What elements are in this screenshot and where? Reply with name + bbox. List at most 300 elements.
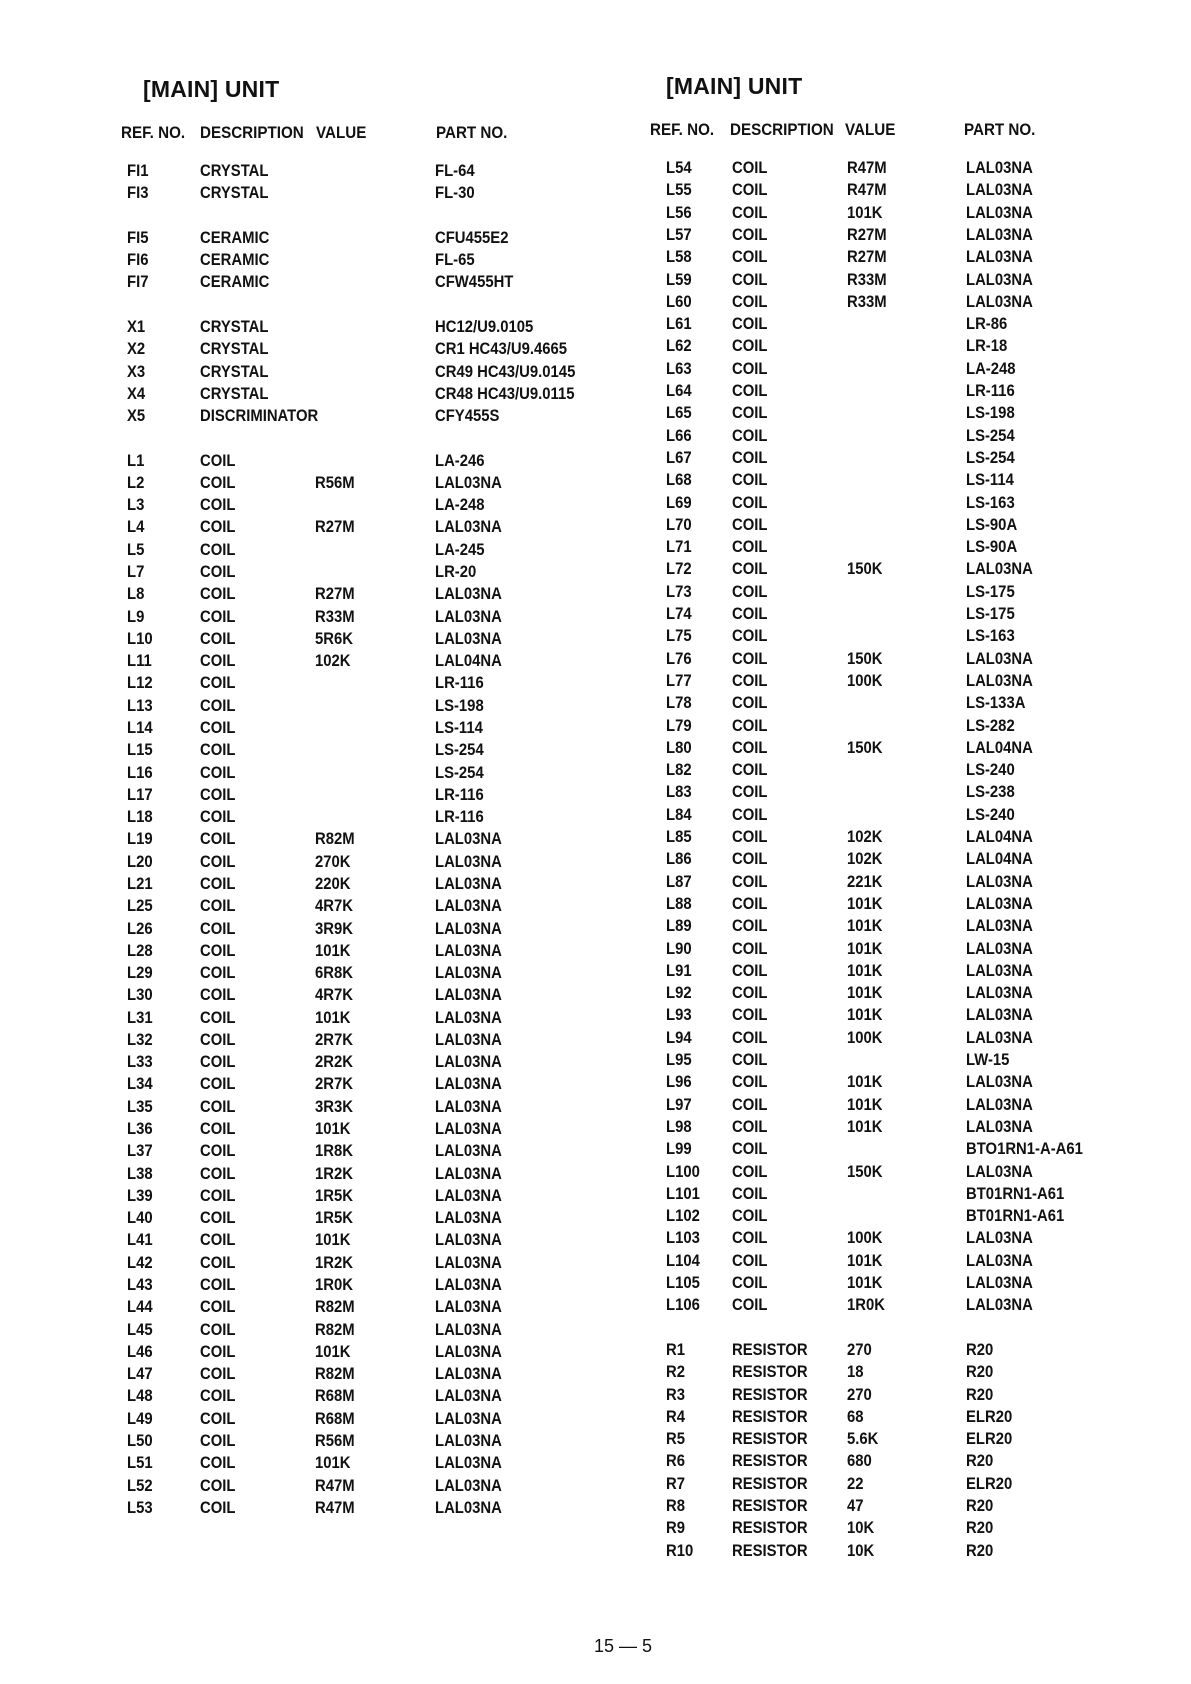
cell-part-no: LS-175 <box>966 582 1015 601</box>
cell-value: 10K <box>847 1541 875 1560</box>
cell-ref-no: FI6 <box>127 251 149 270</box>
table-row <box>595 717 1191 739</box>
cell-description: DISCRIMINATOR <box>200 407 319 426</box>
table-row <box>0 1410 595 1432</box>
cell-value: 3R9K <box>315 919 353 938</box>
cell-part-no: ELR20 <box>966 1474 1013 1493</box>
cell-ref-no: L28 <box>127 941 153 960</box>
cell-part-no: LAL03NA <box>435 1030 502 1049</box>
cell-ref-no: L98 <box>666 1117 692 1136</box>
cell-description: COIL <box>200 1409 236 1428</box>
table-row <box>0 1432 595 1454</box>
table-row <box>595 538 1191 560</box>
cell-ref-no: X3 <box>127 362 146 381</box>
table-row <box>0 1231 595 1253</box>
cell-part-no: LAL03NA <box>966 1028 1033 1047</box>
table-row <box>0 1321 595 1343</box>
cell-ref-no: L11 <box>127 652 152 671</box>
cell-ref-no: L69 <box>666 493 692 512</box>
cell-value: R27M <box>847 248 887 267</box>
cell-description: COIL <box>732 1296 768 1315</box>
cell-ref-no: L95 <box>666 1051 692 1069</box>
cell-ref-no: L88 <box>666 894 692 913</box>
table-row <box>0 741 595 763</box>
cell-description: COIL <box>200 741 236 760</box>
cell-value: 101K <box>315 1120 351 1139</box>
cell-part-no: LAL03NA <box>966 225 1033 244</box>
cell-description: COIL <box>732 1162 768 1181</box>
cell-value: 22 <box>847 1474 864 1493</box>
cell-value: 4R7K <box>315 897 353 916</box>
cell-ref-no: X2 <box>127 340 146 359</box>
cell-description: COIL <box>200 1164 236 1183</box>
cell-description: COIL <box>732 1028 768 1047</box>
table-row <box>595 828 1191 850</box>
cell-description: COIL <box>732 270 768 289</box>
cell-ref-no: L61 <box>666 315 692 334</box>
cell-value: R47M <box>315 1498 355 1517</box>
cell-part-no: LAL04NA <box>966 738 1033 757</box>
cell-part-no: LAL03NA <box>435 1476 502 1495</box>
table-row <box>595 1163 1191 1185</box>
cell-part-no: LAL03NA <box>435 1498 502 1517</box>
cell-ref-no: L85 <box>666 828 692 846</box>
cell-part-no: ELR20 <box>966 1430 1013 1449</box>
cell-ref-no: L103 <box>666 1229 700 1248</box>
cell-description: COIL <box>200 1209 236 1228</box>
cell-part-no: LAL03NA <box>435 607 502 626</box>
table-row <box>595 1207 1191 1229</box>
cell-value: R56M <box>315 473 355 492</box>
cell-part-no: LS-90A <box>966 515 1018 534</box>
cell-description: COIL <box>732 159 768 177</box>
cell-ref-no: L55 <box>666 181 692 200</box>
cell-ref-no: L33 <box>127 1053 153 1072</box>
table-row <box>595 315 1191 337</box>
cell-description: CRYSTAL <box>200 340 269 359</box>
cell-description: COIL <box>732 828 768 846</box>
cell-description: COIL <box>732 1140 768 1159</box>
table-row <box>0 1298 595 1320</box>
cell-part-no: LS-163 <box>966 493 1015 512</box>
cell-description: COIL <box>200 1365 236 1384</box>
cell-description: COIL <box>200 852 236 871</box>
table-row <box>595 204 1191 226</box>
cell-part-no: LAL03NA <box>435 473 502 492</box>
cell-part-no: LS-254 <box>435 763 484 782</box>
cell-part-no: LAL03NA <box>435 518 502 537</box>
cell-value: R33M <box>847 270 887 289</box>
cell-part-no: LAL03NA <box>435 964 502 983</box>
table-row <box>595 1029 1191 1051</box>
cell-part-no: LAL03NA <box>435 1120 502 1139</box>
cell-description: COIL <box>200 1030 236 1049</box>
cell-ref-no: L87 <box>666 872 692 891</box>
table-row <box>0 1098 595 1120</box>
table-row <box>0 340 595 362</box>
table-row <box>595 516 1191 538</box>
cell-ref-no: L104 <box>666 1251 700 1270</box>
cell-value: 68 <box>847 1407 864 1426</box>
cell-ref-no: R4 <box>666 1407 685 1426</box>
cell-value: R33M <box>847 292 887 311</box>
cell-description: COIL <box>200 1231 236 1250</box>
cell-description: COIL <box>200 763 236 782</box>
cell-ref-no: L48 <box>127 1387 153 1406</box>
cell-value: 47 <box>847 1497 864 1515</box>
cell-part-no: LAL03NA <box>966 939 1033 958</box>
cell-ref-no: L15 <box>127 741 153 760</box>
cell-part-no: LAL03NA <box>966 961 1033 980</box>
cell-part-no: LAL03NA <box>435 1209 502 1228</box>
cell-value: 101K <box>847 939 883 958</box>
cell-ref-no: L62 <box>666 337 692 356</box>
cell-value: 1R2K <box>315 1253 353 1272</box>
cell-part-no: LAL03NA <box>435 897 502 916</box>
cell-part-no: LAL03NA <box>966 1162 1033 1181</box>
cell-ref-no: L10 <box>127 629 153 648</box>
table-row <box>0 1499 595 1521</box>
cell-value: 6R8K <box>315 964 353 983</box>
table-row <box>0 764 595 786</box>
header-value: VALUE <box>845 121 896 139</box>
cell-part-no: LAL03NA <box>435 986 502 1005</box>
header-description: DESCRIPTION <box>200 124 304 142</box>
cell-description: COIL <box>200 1320 236 1339</box>
cell-part-no: CFW455HT <box>435 273 514 292</box>
cell-description: COIL <box>200 696 236 715</box>
cell-part-no: FL-65 <box>435 251 475 270</box>
cell-description: RESISTOR <box>732 1474 808 1493</box>
cell-part-no: LAL03NA <box>966 894 1033 913</box>
cell-description: COIL <box>732 1207 768 1226</box>
cell-ref-no: L1 <box>127 451 145 470</box>
cell-description: COIL <box>200 629 236 648</box>
cell-part-no: HC12/U9.0105 <box>435 317 534 336</box>
cell-ref-no: L21 <box>127 874 153 893</box>
cell-ref-no: L97 <box>666 1095 692 1114</box>
cell-value: 270 <box>847 1340 872 1359</box>
cell-value: R68M <box>315 1387 355 1406</box>
cell-ref-no: L40 <box>127 1209 153 1228</box>
cell-part-no: LAL03NA <box>966 1229 1033 1248</box>
cell-description: COIL <box>732 1229 768 1248</box>
cell-description: COIL <box>732 582 768 601</box>
cell-description: COIL <box>732 181 768 200</box>
cell-description: COIL <box>732 917 768 936</box>
cell-description: COIL <box>200 585 236 604</box>
cell-part-no: LS-254 <box>966 426 1015 445</box>
cell-ref-no: L64 <box>666 382 692 400</box>
cell-description: COIL <box>200 1120 236 1139</box>
cell-part-no: LAL03NA <box>435 941 502 960</box>
cell-description: COIL <box>200 451 236 470</box>
cell-description: COIL <box>732 471 768 490</box>
table-row <box>595 1363 1191 1385</box>
cell-value: 1R0K <box>315 1276 353 1294</box>
cell-part-no: LAL03NA <box>966 1117 1033 1136</box>
cell-value: 150K <box>847 738 883 757</box>
cell-part-no: LAL03NA <box>435 852 502 871</box>
header-part-no: PART NO. <box>436 124 508 142</box>
cell-description: COIL <box>200 473 236 492</box>
cell-part-no: LAL03NA <box>435 1231 502 1250</box>
cell-ref-no: L8 <box>127 585 145 604</box>
cell-value: 18 <box>847 1363 864 1382</box>
cell-ref-no: L60 <box>666 292 692 311</box>
cell-ref-no: L20 <box>127 852 153 871</box>
table-row <box>0 363 595 385</box>
table-row <box>595 293 1191 315</box>
cell-part-no: R20 <box>966 1340 994 1359</box>
table-row <box>0 830 595 852</box>
cell-value: 100K <box>847 1028 883 1047</box>
cell-part-no: R20 <box>966 1497 994 1515</box>
cell-description: CERAMIC <box>200 273 270 292</box>
cell-part-no: LR-116 <box>435 674 484 693</box>
cell-value: R47M <box>847 159 887 177</box>
cell-ref-no: L86 <box>666 850 692 869</box>
cell-description: COIL <box>732 939 768 958</box>
cell-ref-no: R6 <box>666 1452 685 1471</box>
table-row <box>595 560 1191 582</box>
cell-value: 270K <box>315 852 351 871</box>
cell-description: COIL <box>200 919 236 938</box>
cell-description: COIL <box>732 225 768 244</box>
cell-ref-no: L39 <box>127 1186 153 1205</box>
table-row <box>0 251 595 273</box>
table-row <box>0 1031 595 1053</box>
cell-ref-no: R1 <box>666 1340 685 1359</box>
cell-value: R27M <box>315 585 355 604</box>
cell-description: COIL <box>200 830 236 849</box>
cell-part-no: LAL03NA <box>966 560 1033 579</box>
cell-part-no: LAL03NA <box>966 248 1033 267</box>
cell-ref-no: L84 <box>666 805 692 824</box>
cell-ref-no: L29 <box>127 964 153 983</box>
cell-description: COIL <box>732 738 768 757</box>
cell-description: COIL <box>200 1097 236 1116</box>
table-row <box>0 541 595 563</box>
table-row <box>595 1408 1191 1430</box>
table-row <box>0 853 595 875</box>
cell-part-no: BT01RN1-A61 <box>966 1207 1065 1226</box>
cell-ref-no: FI5 <box>127 228 149 247</box>
cell-description: COIL <box>732 1051 768 1069</box>
cell-description: COIL <box>200 1008 236 1027</box>
cell-ref-no: L57 <box>666 225 692 244</box>
cell-part-no: LA-248 <box>435 496 485 515</box>
cell-ref-no: L13 <box>127 696 153 715</box>
cell-part-no: LAL03NA <box>966 649 1033 668</box>
cell-description: RESISTOR <box>732 1452 808 1471</box>
cell-value: R82M <box>315 1365 355 1384</box>
cell-part-no: LAL03NA <box>435 1431 502 1450</box>
cell-ref-no: R8 <box>666 1497 685 1515</box>
table-row <box>595 159 1191 181</box>
cell-part-no: LAL03NA <box>435 1342 502 1361</box>
table-row <box>595 1140 1191 1162</box>
cell-description: COIL <box>732 1095 768 1114</box>
cell-ref-no: X5 <box>127 407 146 426</box>
cell-value: R82M <box>315 830 355 849</box>
table-row <box>595 1296 1191 1318</box>
cell-description: COIL <box>732 426 768 445</box>
cell-part-no: CR1 HC43/U9.4665 <box>435 340 568 359</box>
cell-ref-no: L66 <box>666 426 692 445</box>
table-row <box>0 563 595 585</box>
cell-value: 101K <box>847 917 883 936</box>
cell-ref-no: X1 <box>127 317 146 336</box>
cell-part-no: LR-116 <box>966 382 1015 400</box>
cell-description: COIL <box>732 850 768 869</box>
cell-part-no: R20 <box>966 1385 994 1404</box>
cell-ref-no: L9 <box>127 607 145 626</box>
cell-value: 101K <box>847 961 883 980</box>
cell-part-no: LAL03NA <box>966 1006 1033 1025</box>
table-row <box>595 494 1191 516</box>
table-row <box>595 627 1191 649</box>
cell-description: COIL <box>732 1251 768 1270</box>
header-value: VALUE <box>316 124 367 142</box>
cell-ref-no: L25 <box>127 897 153 916</box>
table-row <box>595 360 1191 382</box>
cell-ref-no: L105 <box>666 1274 700 1292</box>
cell-description: COIL <box>732 627 768 646</box>
cell-value: 5.6K <box>847 1430 879 1449</box>
cell-ref-no: L82 <box>666 761 692 780</box>
cell-ref-no: L4 <box>127 518 145 537</box>
table-row <box>595 1096 1191 1118</box>
cell-description: COIL <box>200 1053 236 1072</box>
cell-description: COIL <box>732 1073 768 1092</box>
cell-ref-no: L90 <box>666 939 692 958</box>
cell-part-no: LAL03NA <box>435 830 502 849</box>
table-row <box>595 1497 1191 1519</box>
cell-description: COIL <box>732 337 768 356</box>
table-row <box>0 585 595 607</box>
cell-part-no: LA-246 <box>435 451 485 470</box>
table-row <box>0 1365 595 1387</box>
cell-value: 2R2K <box>315 1053 353 1072</box>
cell-part-no: R20 <box>966 1452 994 1471</box>
cell-ref-no: R10 <box>666 1541 694 1560</box>
cell-ref-no: L37 <box>127 1142 153 1161</box>
cell-description: CRYSTAL <box>200 384 269 403</box>
cell-value: 100K <box>847 671 883 690</box>
cell-ref-no: L102 <box>666 1207 700 1226</box>
cell-description: COIL <box>200 563 236 582</box>
cell-value: 221K <box>847 872 883 891</box>
cell-ref-no: R7 <box>666 1474 685 1493</box>
cell-description: COIL <box>732 1184 768 1203</box>
cell-ref-no: L30 <box>127 986 153 1005</box>
cell-ref-no: L96 <box>666 1073 692 1092</box>
cell-part-no: CFY455S <box>435 407 500 426</box>
cell-description: COIL <box>732 894 768 913</box>
cell-value: 102K <box>847 850 883 869</box>
cell-ref-no: L75 <box>666 627 692 646</box>
cell-ref-no: L43 <box>127 1276 153 1294</box>
cell-description: COIL <box>200 1387 236 1406</box>
cell-part-no: FL-64 <box>435 162 475 180</box>
cell-description: COIL <box>200 1342 236 1361</box>
cell-part-no: LS-254 <box>966 448 1015 467</box>
cell-ref-no: L72 <box>666 560 692 579</box>
cell-ref-no: L76 <box>666 649 692 668</box>
cell-value: R56M <box>315 1431 355 1450</box>
table-row <box>0 1343 595 1365</box>
cell-description: COIL <box>200 874 236 893</box>
table-row <box>0 496 595 518</box>
cell-ref-no: L94 <box>666 1028 692 1047</box>
table-row <box>0 385 595 407</box>
table-row <box>595 1341 1191 1363</box>
cell-value: 220K <box>315 874 351 893</box>
cell-description: COIL <box>732 203 768 222</box>
unit-title-right: [MAIN] UNIT <box>666 73 803 99</box>
cell-value: 101K <box>847 894 883 913</box>
cell-description: COIL <box>200 1142 236 1161</box>
table-row <box>595 761 1191 783</box>
cell-ref-no: L49 <box>127 1409 153 1428</box>
cell-part-no: LAL03NA <box>966 1296 1033 1315</box>
cell-value: 1R5K <box>315 1186 353 1205</box>
header-part-no: PART NO. <box>964 121 1036 139</box>
cell-description: COIL <box>732 493 768 512</box>
cell-ref-no: L71 <box>666 538 692 557</box>
cell-description: COIL <box>200 1431 236 1450</box>
cell-description: CRYSTAL <box>200 184 269 203</box>
cell-ref-no: L16 <box>127 763 153 782</box>
table-row <box>0 1454 595 1476</box>
cell-value: 1R5K <box>315 1209 353 1228</box>
cell-value: 101K <box>847 203 883 222</box>
cell-part-no: LR-116 <box>435 808 484 827</box>
cell-value: R68M <box>315 1409 355 1428</box>
cell-value: 150K <box>847 1162 883 1181</box>
table-row <box>595 1475 1191 1497</box>
cell-ref-no: L99 <box>666 1140 692 1159</box>
cell-value: R47M <box>315 1476 355 1495</box>
cell-part-no: LS-282 <box>966 716 1015 735</box>
cell-ref-no: L74 <box>666 605 692 623</box>
cell-part-no: LW-15 <box>966 1051 1010 1069</box>
cell-part-no: LAL04NA <box>966 850 1033 869</box>
cell-value: 101K <box>315 1008 351 1027</box>
cell-value: R82M <box>315 1298 355 1317</box>
cell-part-no: LAL03NA <box>966 203 1033 222</box>
table-row <box>595 337 1191 359</box>
cell-part-no: R20 <box>966 1541 994 1560</box>
cell-ref-no: L59 <box>666 270 692 289</box>
cell-ref-no: L101 <box>666 1184 700 1203</box>
cell-value: 10K <box>847 1519 875 1538</box>
cell-description: CERAMIC <box>200 251 270 270</box>
cell-part-no: FL-30 <box>435 184 475 203</box>
cell-ref-no: R5 <box>666 1430 685 1449</box>
cell-part-no: LAL03NA <box>435 585 502 604</box>
cell-value: 1R2K <box>315 1164 353 1183</box>
table-row <box>595 583 1191 605</box>
cell-ref-no: L80 <box>666 738 692 757</box>
cell-description: COIL <box>732 248 768 267</box>
cell-ref-no: X4 <box>127 384 146 403</box>
cell-part-no: LAL03NA <box>966 292 1033 311</box>
cell-description: COIL <box>732 315 768 334</box>
cell-ref-no: L63 <box>666 359 692 378</box>
table-row <box>595 449 1191 471</box>
